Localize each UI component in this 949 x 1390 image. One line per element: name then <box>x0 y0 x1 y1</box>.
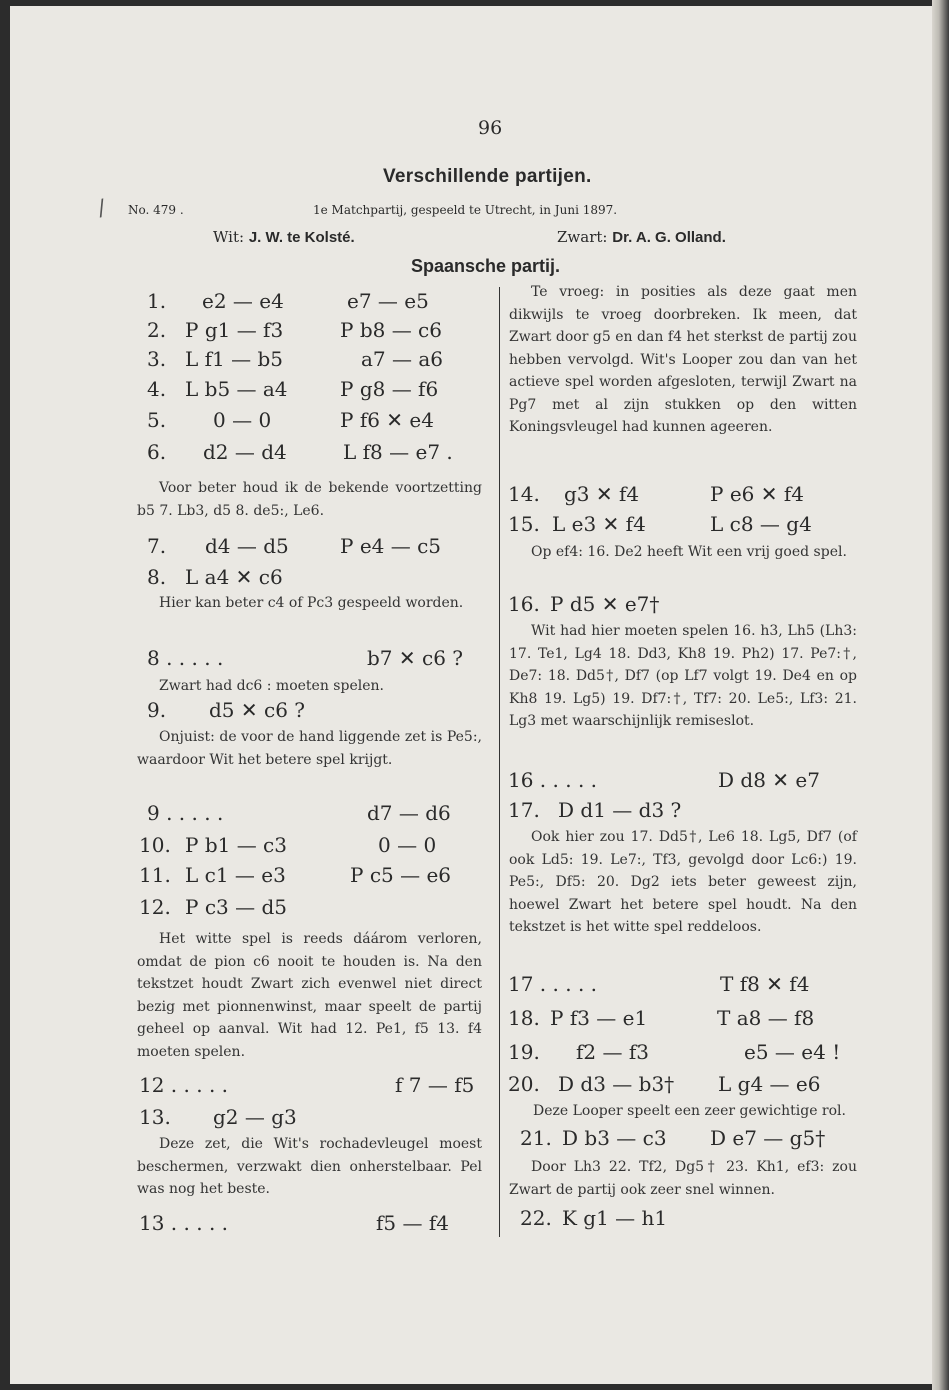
move-number: 10. <box>139 833 171 857</box>
move-number: 16 . . . . . <box>508 768 598 792</box>
white-move: K g1 — h1 <box>562 1206 668 1230</box>
white-move: g3 ✕ f4 <box>564 482 640 506</box>
move-number: 6. <box>147 440 167 464</box>
move-number: 18. <box>508 1006 540 1030</box>
move-number: 3. <box>147 347 167 371</box>
white-move: P d5 ✕ e7† <box>550 592 660 616</box>
black-move: f 7 — f5 <box>395 1073 475 1097</box>
annotation-note: Voor beter houd ik de bekende voortzetting b5 7. Lb3, d5 8. de5:, Le6. <box>137 480 482 519</box>
annotation-note: Zwart had dc6 : moeten spelen. <box>159 678 384 694</box>
annotation-note: Op ef4: 16. De2 heeft Wit een vrij goed spel. <box>531 544 847 560</box>
black-move: D d8 ✕ e7 <box>718 768 820 792</box>
white-move: e2 — e4 <box>202 289 284 313</box>
black-move: L g4 — e6 <box>718 1072 821 1096</box>
move-number: 17. <box>508 798 540 822</box>
white-label: Wit: <box>213 228 245 246</box>
black-move: P c5 — e6 <box>350 863 452 887</box>
column-divider <box>499 287 500 1237</box>
white-move: P b1 — c3 <box>185 833 287 857</box>
move-number: 8. <box>147 565 167 589</box>
white-move: d5 ✕ c6 ? <box>209 698 306 722</box>
white-move: d4 — d5 <box>205 534 289 558</box>
move-number: 16. <box>508 592 540 616</box>
white-move: D d3 — b3† <box>558 1072 675 1096</box>
white-move: g2 — g3 <box>213 1105 297 1129</box>
white-move: L b5 — a4 <box>185 377 288 401</box>
move-number: 13 . . . . . <box>139 1211 229 1235</box>
white-move: 0 — 0 <box>213 408 272 432</box>
white-move: L c1 — e3 <box>185 863 286 887</box>
white-move: D b3 — c3 <box>562 1126 667 1150</box>
annotation-note: Deze zet, die Wit's rochadevleugel moest beschermen, verzwakt dien onherstelbaar. Pel was nog het beste. <box>137 1136 482 1197</box>
game-number: No. 479 . <box>128 203 184 217</box>
black-move: f5 — f4 <box>376 1211 449 1235</box>
move-number: 22. <box>520 1206 552 1230</box>
move-number: 2. <box>147 318 167 342</box>
black-move: b7 ✕ c6 ? <box>367 646 464 670</box>
annotation-note: Onjuist: de voor de hand liggende zet is Pe5:, waardoor Wit het betere spel krijgt. <box>137 729 482 768</box>
white-move: L e3 ✕ f4 <box>552 512 646 536</box>
annotation-note: Deze Looper speelt een zeer gewichtige rol. <box>533 1103 846 1119</box>
black-move: a7 — a6 <box>361 347 444 371</box>
black-move: e7 — e5 <box>347 289 429 313</box>
white-move: L f1 — b5 <box>185 347 284 371</box>
move-number: 14. <box>508 482 540 506</box>
move-number: 12. <box>139 895 171 919</box>
annotation-note: Te vroeg: in posities als deze gaat men dikwijls te vroeg doorbreken. Ik meen, dat Zwart door g5 en dan f4 het sterkst de partij zou hebben vervolgd. Wit's Looper zou dan van het actieve spel worden afgesloten, terwijl Zwart na Pg7 met al zijn stukken op den witten Koningsvleugel had kunnen ageeren. <box>509 284 857 435</box>
black-move: P e6 ✕ f4 <box>710 482 804 506</box>
move-number: 11. <box>139 863 171 887</box>
white-move: L a4 ✕ c6 <box>185 565 283 589</box>
book-spine-edge <box>932 0 949 1390</box>
black-move: T f8 ✕ f4 <box>720 972 810 996</box>
move-number: 21. <box>520 1126 552 1150</box>
white-move: P g1 — f3 <box>185 318 284 342</box>
move-number: 8 . . . . . <box>147 646 224 670</box>
black-move: P g8 — f6 <box>340 377 439 401</box>
black-label: Zwart: <box>557 228 608 246</box>
move-number: 19. <box>508 1040 540 1064</box>
move-number: 7. <box>147 534 167 558</box>
black-move: D e7 — g5† <box>710 1126 826 1150</box>
section-title: Verschillende partijen. <box>383 166 592 187</box>
move-number: 12 . . . . . <box>139 1073 229 1097</box>
white-move: D d1 — d3 ? <box>558 798 682 822</box>
move-number: 17 . . . . . <box>508 972 598 996</box>
black-move: d7 — d6 <box>367 801 451 825</box>
page-number: 96 <box>478 117 503 139</box>
annotation-note: Hier kan beter c4 of Pc3 gespeeld worden. <box>159 595 464 611</box>
move-number: 4. <box>147 377 167 401</box>
white-player-line <box>213 228 355 246</box>
move-number: 15. <box>508 512 540 536</box>
black-move: e5 — e4 ! <box>744 1040 841 1064</box>
black-move: L f8 — e7 . <box>343 440 453 464</box>
black-move: 0 — 0 <box>378 833 437 857</box>
black-player-line <box>557 228 726 246</box>
annotation-note: Ook hier zou 17. Dd5†, Le6 18. Lg5, Df7 (of ook Ld5: 19. Le7:, Tf3, gevolgd door Lc6:) 19. Pe5:, Df5: 20. Dg2 iets beter geweest zijn, hoewel Zwart het betere spel houdt. Na den tekstzet is het witte spel reddeloos. <box>509 829 857 935</box>
black-move: T a8 — f8 <box>717 1006 815 1030</box>
move-number: 9 . . . . . <box>147 801 224 825</box>
black-player: Dr. A. G. Olland. <box>612 229 726 246</box>
move-number: 9. <box>147 698 167 722</box>
white-player: J. W. te Kolsté. <box>248 229 355 246</box>
move-number: 13. <box>139 1105 171 1129</box>
white-move: P c3 — d5 <box>185 895 287 919</box>
move-number: 20. <box>508 1072 540 1096</box>
black-move: L c8 — g4 <box>710 512 812 536</box>
black-move: P b8 — c6 <box>340 318 442 342</box>
white-move: P f3 — e1 <box>550 1006 648 1030</box>
annotation-note: Door Lh3 22. Tf2, Dg5† 23. Kh1, ef3: zou Zwart de partij ook zeer snel winnen. <box>509 1159 857 1198</box>
opening-title: Spaansche partij. <box>411 256 561 276</box>
move-number: 1. <box>147 289 167 313</box>
black-move: P e4 — c5 <box>340 534 442 558</box>
white-move: d2 — d4 <box>203 440 287 464</box>
black-move: P f6 ✕ e4 <box>340 408 434 432</box>
match-info: 1e Matchpartij, gespeeld te Utrecht, in Juni 1897. <box>313 203 618 217</box>
white-move: f2 — f3 <box>576 1040 649 1064</box>
pencil-mark: / <box>95 195 108 222</box>
move-number: 5. <box>147 408 167 432</box>
annotation-note: Het witte spel is reeds dáárom verloren, omdat de pion c6 nooit te houden is. Na den tekstzet houdt Zwart zich evenwel niet direct bezig met pionnenwinst, maar speelt de partij geheel op aanval. Wit had 12. Pe1, f5 13. f4 moeten spelen. <box>137 931 482 1060</box>
annotation-note: Wit had hier moeten spelen 16. h3, Lh5 (Lh3: 17. Te1, Lg4 18. Dd3, Kh8 19. Ph2) 17. Pe7:†, De7: 18. Dd5†, Df7 (op Lf7 volgt 19. De4 en op Kh8 19. Lg5) 19. Df7:†, Tf7: 20. Le5:, Lf3: 21. Lg3 met waarschijnlijk remiseslot. <box>509 623 857 729</box>
